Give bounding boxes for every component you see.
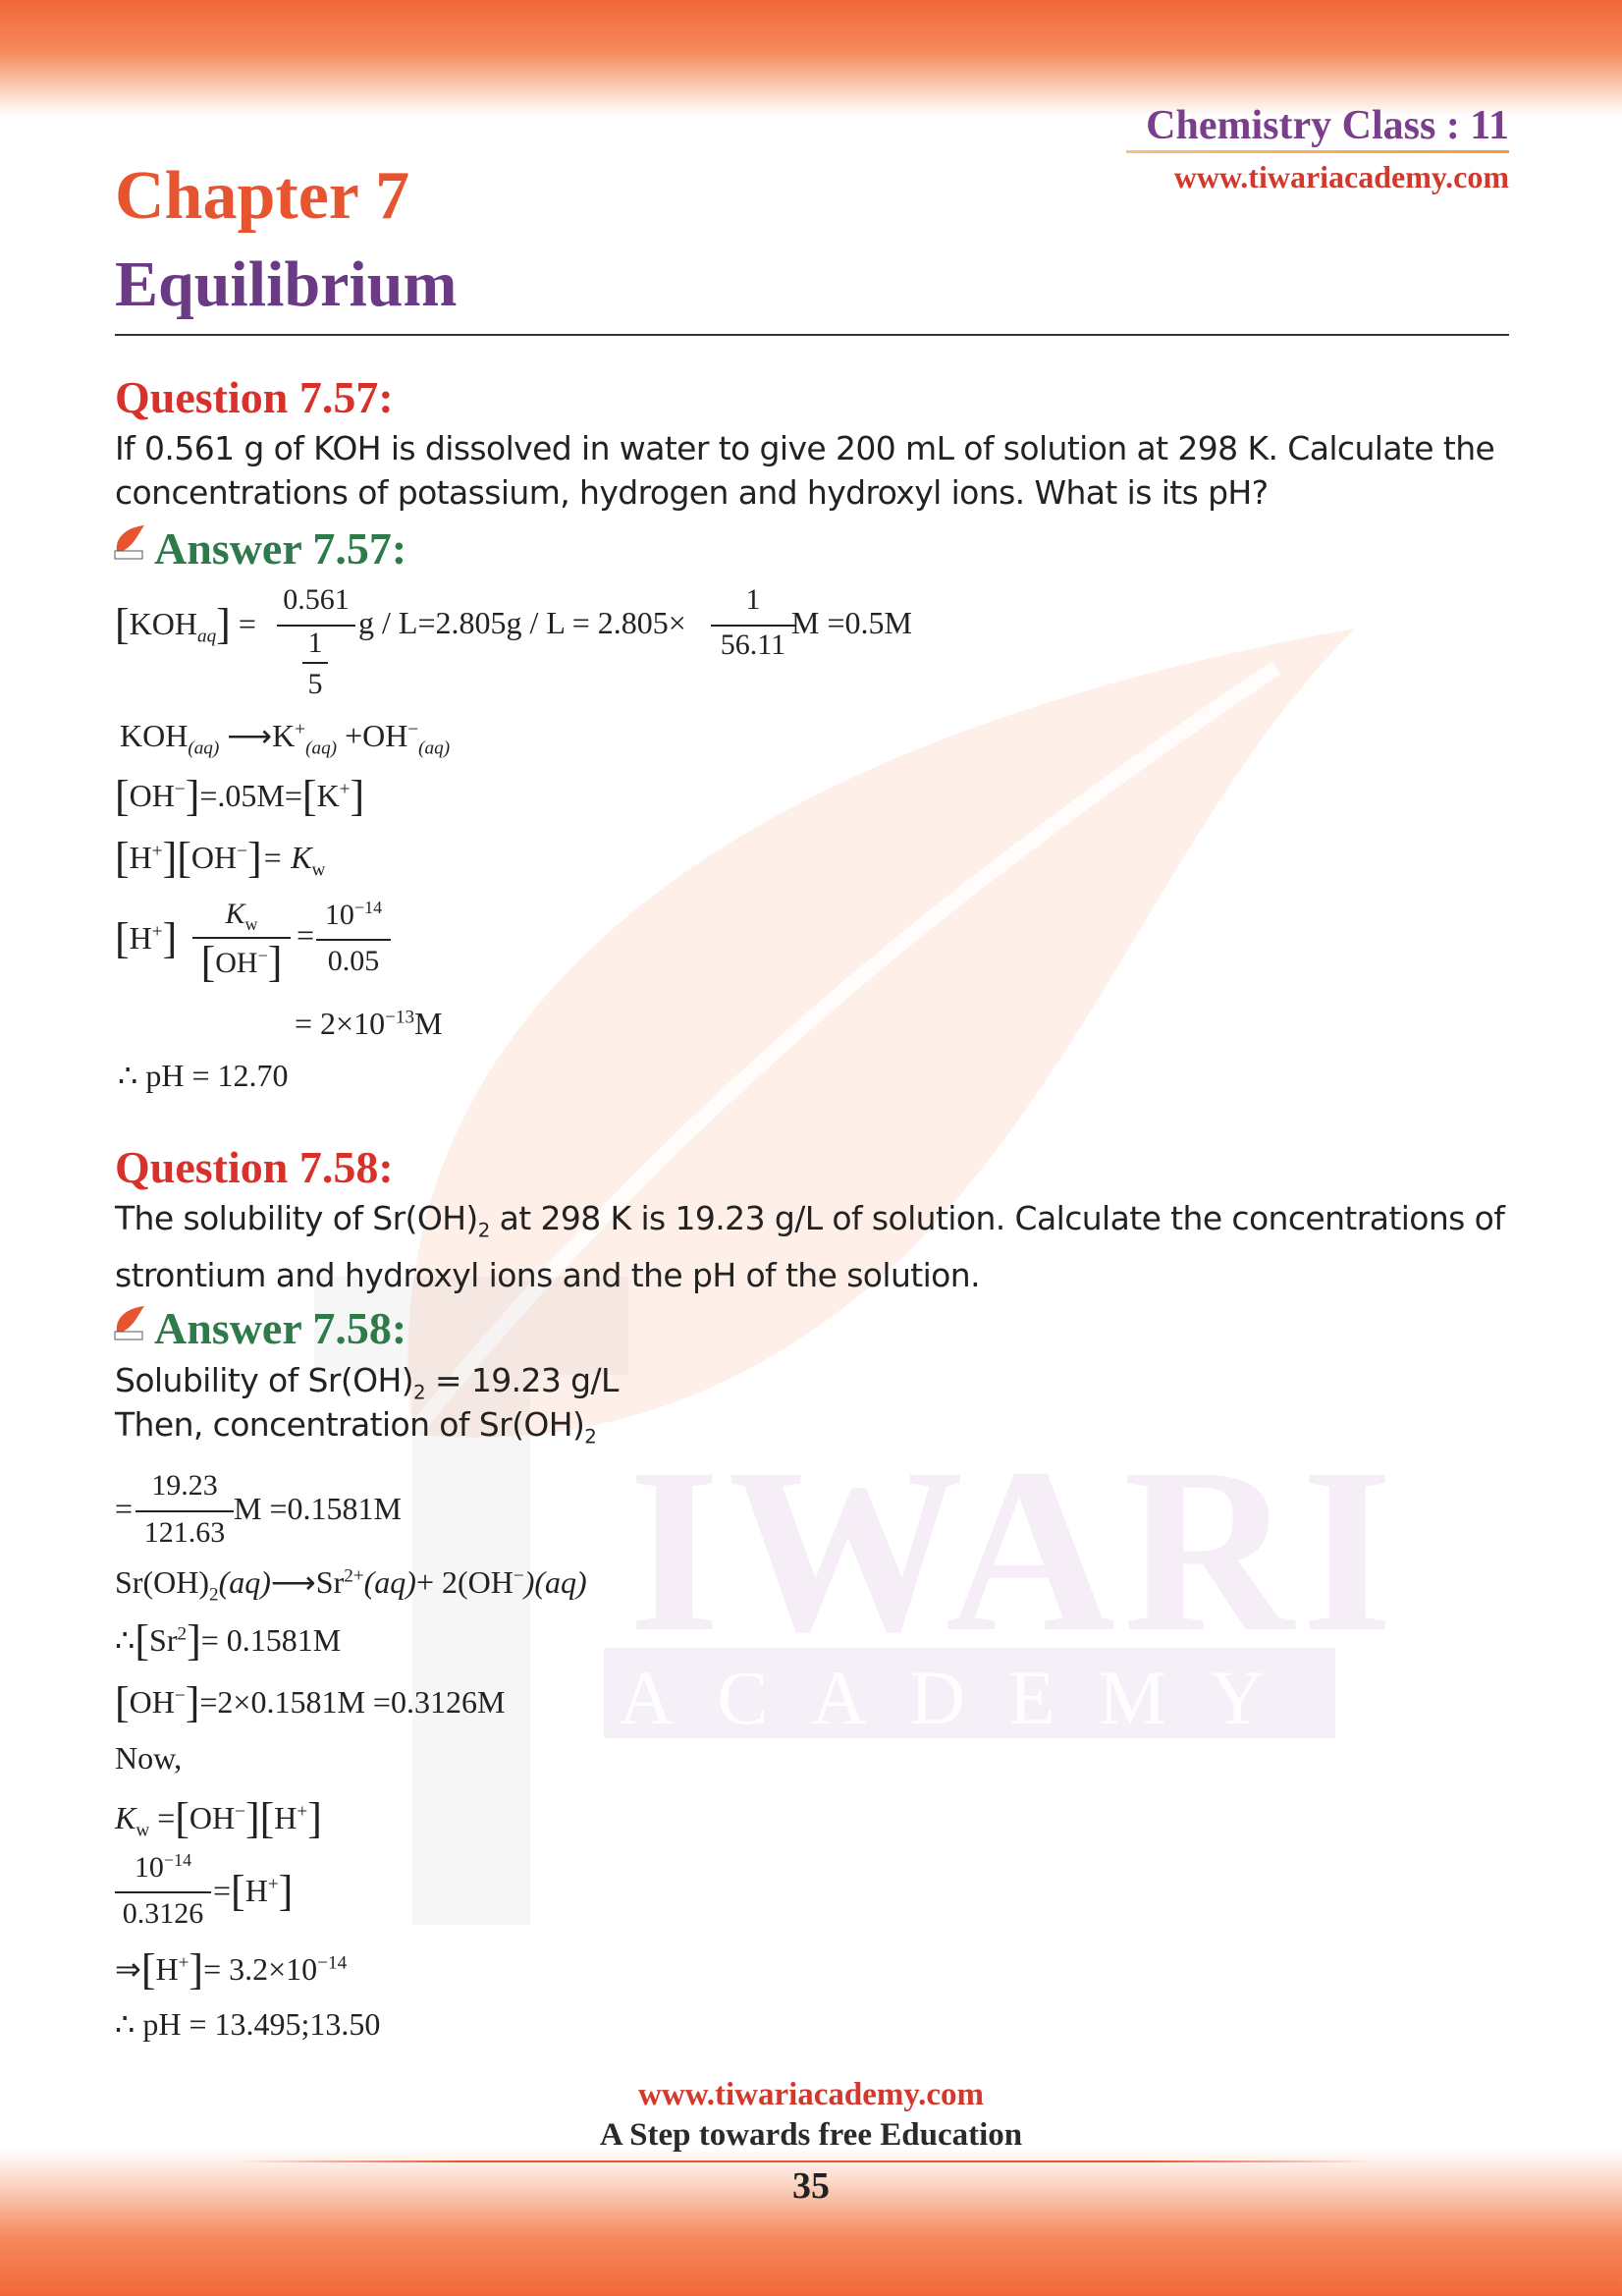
footer-url[interactable]: www.tiwariacademy.com: [638, 2077, 984, 2112]
hydrogen-ion-result: ⇒[H+]= $3.2\times 10^{-14}$: [115, 1945, 348, 1994]
footer-tagline: A Step towards free Education: [599, 2117, 1023, 2153]
chapter-number: Chapter 7: [115, 158, 410, 234]
header-divider: [115, 334, 1509, 336]
chapter-title: Equilibrium: [115, 248, 458, 320]
hydrogen-ion-result: = $2\times 10^{-13}M$: [295, 1006, 443, 1041]
answer-title: Answer 7.58:: [154, 1303, 407, 1353]
hydroxide-concentration: [OH−]=2×0.1581M =0.3126M: [115, 1678, 506, 1726]
molarity-result: M =0.1581M: [234, 1491, 402, 1526]
fraction-denominator-den: 5: [307, 668, 323, 700]
brand-underline: [1126, 150, 1509, 153]
fraction-denominator: [OH−]: [200, 938, 283, 986]
ph-result: ∴ pH = 12.70: [118, 1058, 289, 1093]
fraction-bar: [316, 939, 391, 941]
fraction-numerator: $10^{-14}$: [324, 898, 383, 931]
fraction-numerator: $K_w$: [225, 898, 258, 934]
watermark-academy: ACADEMY: [619, 1655, 1309, 1740]
footer-divider: [236, 2160, 1375, 2162]
dissociation-equation: $Sr(OH)_2(aq)⟶Sr^{2+}(aq)+ 2(OH^-)(aq)$: [115, 1564, 587, 1606]
ionic-product-equation: $K_w =[OH^-][H^+]$: [115, 1794, 322, 1842]
answer-leaf-icon: [113, 1304, 146, 1341]
question-title: Question 7.58:: [115, 1142, 394, 1192]
hydrogen-ion-lhs: [H+]: [115, 914, 178, 962]
answer-title: Answer 7.57:: [154, 523, 407, 574]
dissociation-equation: $KOH_{(aq)}$ $⟶K^+_{(aq)} +OH^-_{(aq)}$: [120, 718, 451, 759]
fraction-numerator: 1: [745, 583, 761, 616]
solubility-line: Solubility of $Sr(OH)_2 = 19.23$ g/L: [115, 1361, 619, 1404]
question-title: Question 7.57:: [115, 372, 394, 422]
molarity-result: M =0.5M: [791, 605, 912, 640]
watermark-iwari: IWARI: [628, 1419, 1401, 1680]
now-label: Now,: [115, 1740, 183, 1776]
strontium-concentration: $\therefore[Sr^2]= 0.1581M$: [115, 1616, 342, 1665]
fraction-bar: [302, 662, 328, 664]
header-url[interactable]: www.tiwariacademy.com: [1173, 159, 1509, 194]
top-gradient-band: [0, 0, 1622, 116]
fraction-numerator: $10^{-14}$: [134, 1850, 192, 1884]
concentration-line: Then, concentration of $Sr(OH)_2$: [115, 1405, 597, 1449]
fraction-bar: [135, 1510, 234, 1512]
equals-sign: =: [115, 1491, 134, 1526]
answer-leaf-icon: [113, 523, 146, 561]
hydrogen-ion-rhs: =[H+]: [213, 1867, 294, 1915]
page-number: 35: [792, 2165, 830, 2207]
fraction-denominator-num: 1: [307, 627, 323, 659]
subject-label: Chemistry Class : 11: [1146, 103, 1509, 148]
fraction-bar: [115, 1891, 211, 1893]
question-text: The solubility of $Sr(OH)_2$ at 298 K is 19.23 g/L of solution. Calculate the concentrations of strontium and hydroxyl ions and the pH of the solution.: [115, 1199, 1505, 1294]
question-text: If 0.561 g of KOH is dissolved in water to give 200 mL of solution at 298 K. Calculate the concentrations of potassium, hydrogen and hydroxyl ions. What is its pH?: [115, 429, 1495, 512]
unit-conversion: g / L=2.805g / L = 2.805×: [358, 605, 686, 640]
koh-concentration-lhs: $[KOH_{aq}]$ =: [115, 600, 256, 648]
fraction-numerator: 0.561: [283, 583, 350, 616]
hydroxide-equals-potassium: [OH−]=.05M=[K+]: [115, 772, 365, 820]
fraction-bar: [711, 625, 795, 627]
ionic-product-equation: $[H^+][OH^-]= K_w$: [115, 834, 326, 882]
fraction-denominator: 0.05: [327, 945, 380, 977]
equals-sign: =: [297, 917, 315, 953]
ph-result: ∴ pH = 13.495;13.50: [115, 2006, 381, 2042]
fraction-numerator: 19.23: [151, 1469, 218, 1502]
fraction-denominator: 121.63: [143, 1516, 226, 1549]
fraction-denominator: 56.11: [720, 629, 786, 661]
fraction-denominator: 0.3126: [122, 1897, 204, 1930]
